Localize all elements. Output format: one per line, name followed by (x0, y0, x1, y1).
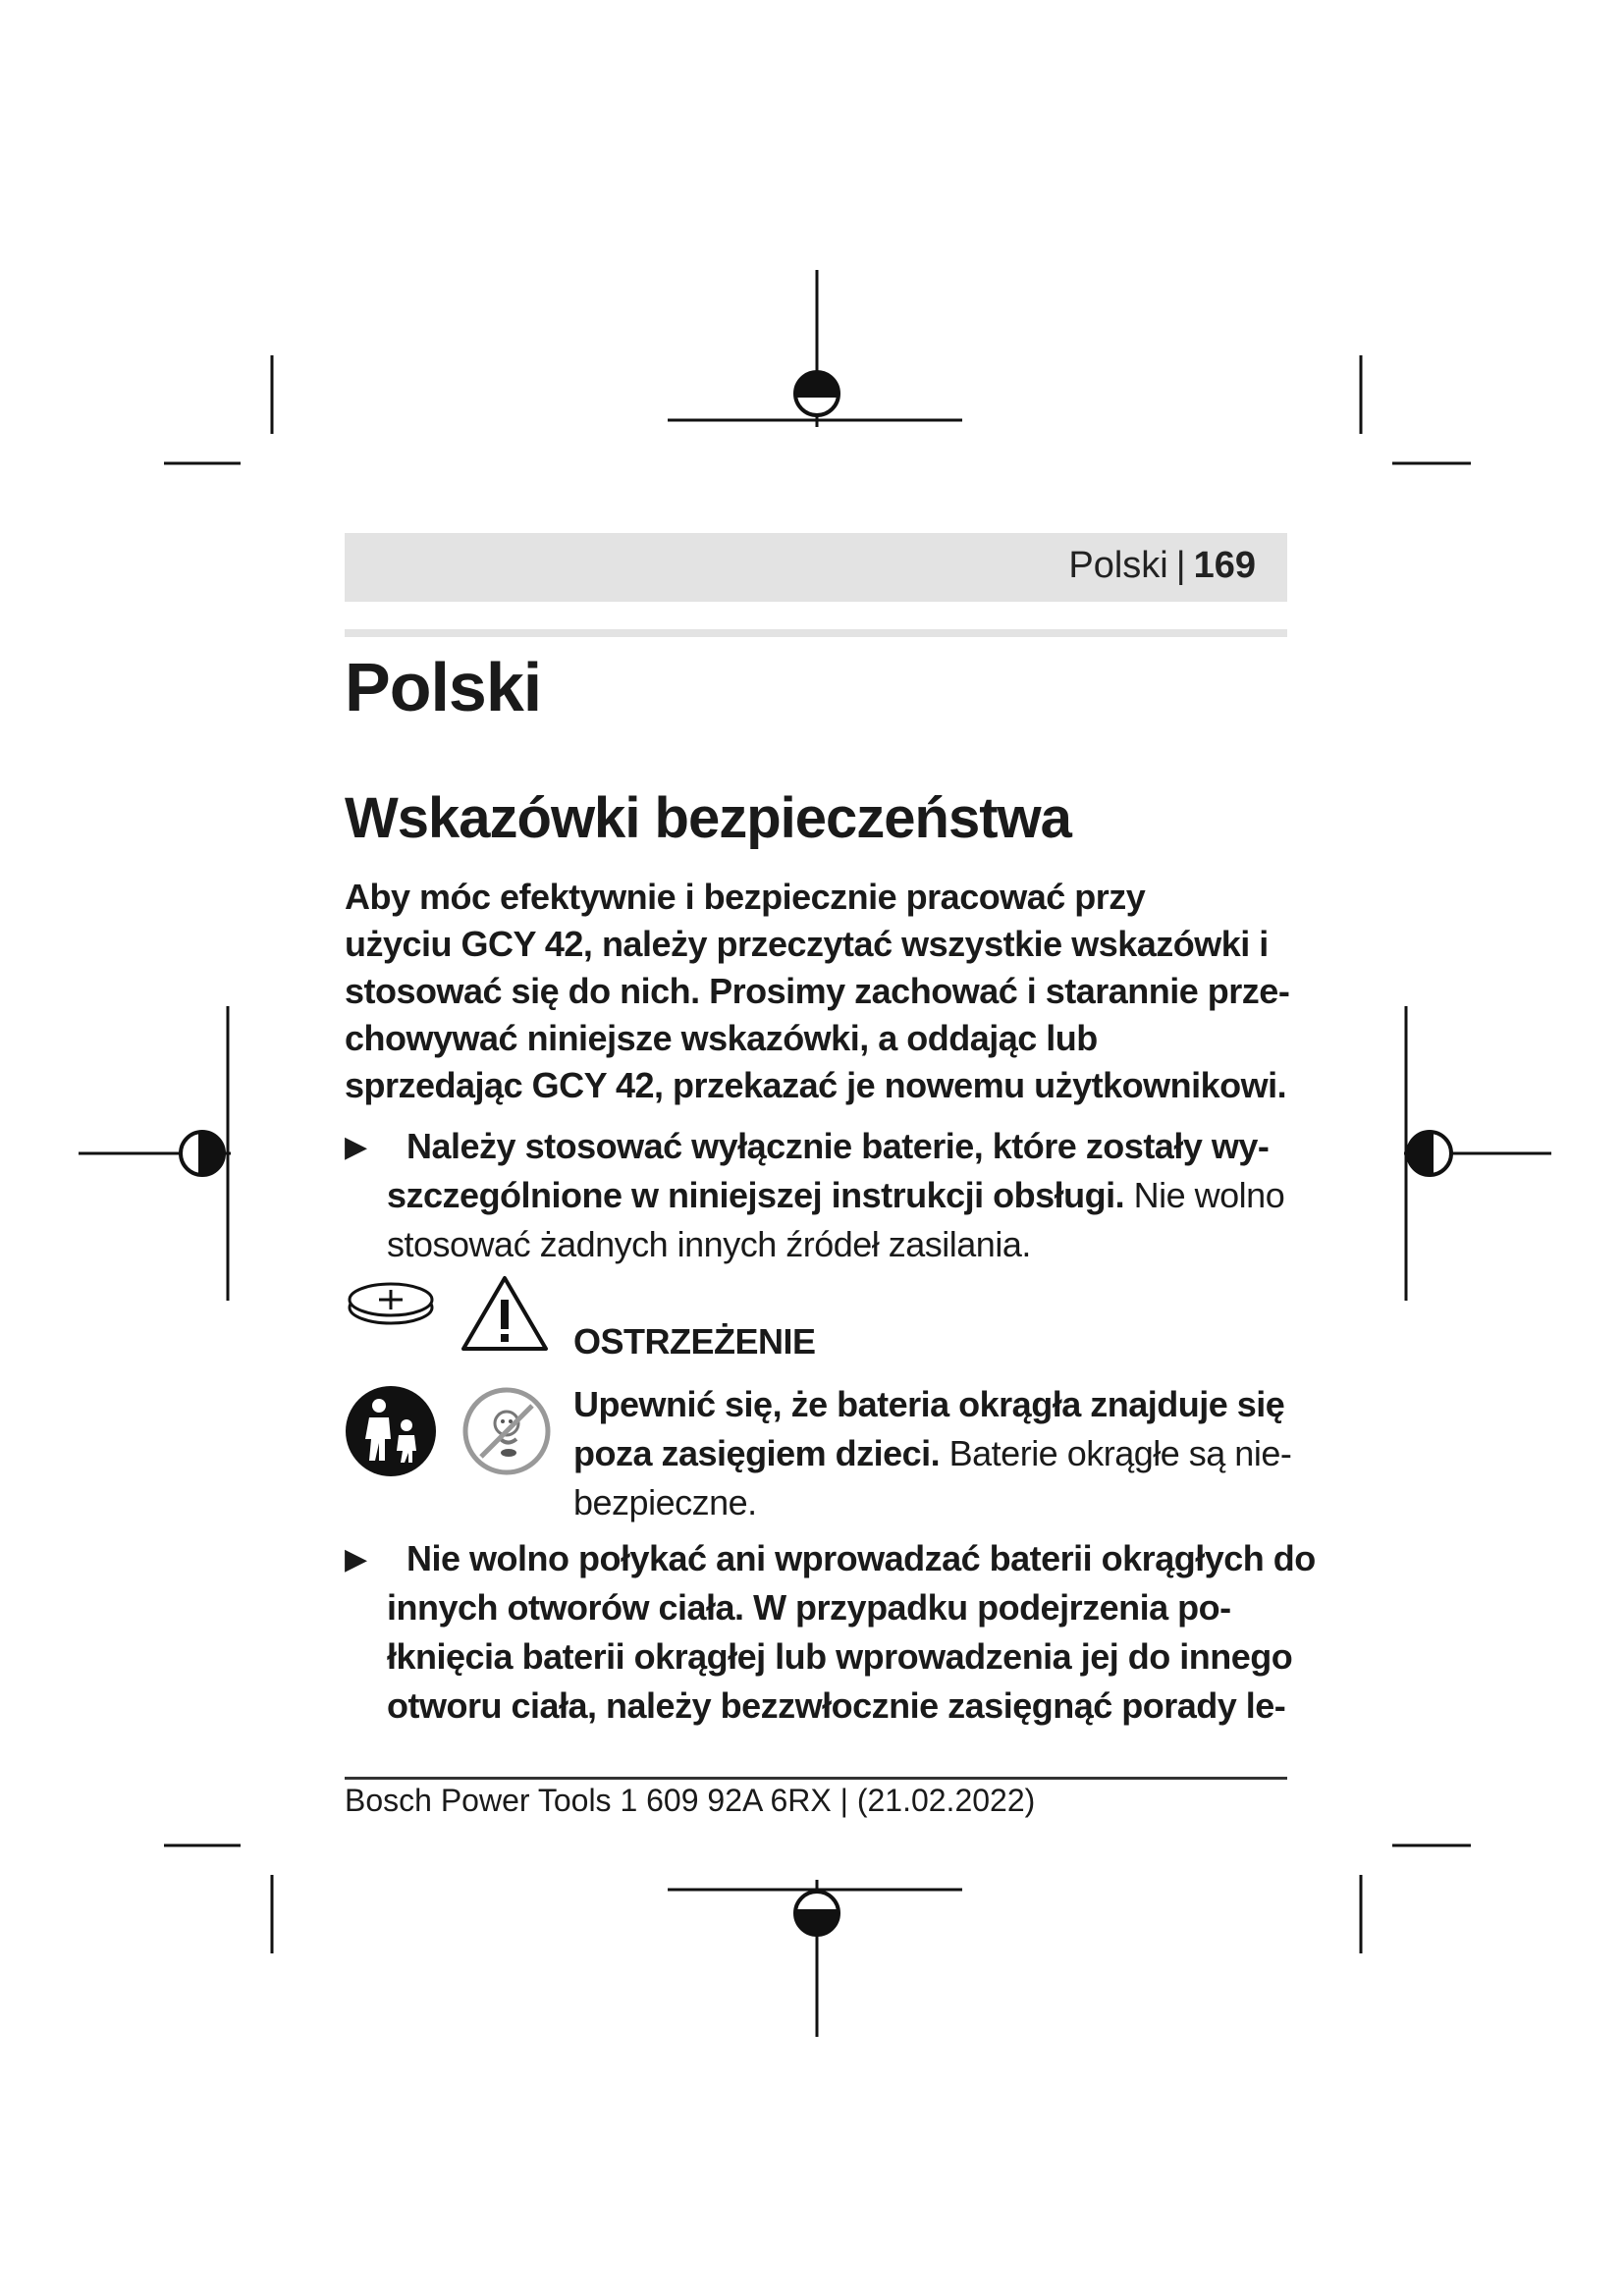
warning-line (573, 1429, 1300, 1478)
warning-bold-text: poza zasięgiem dzieci. (573, 1433, 941, 1473)
page-title: Polski (345, 649, 542, 725)
registration-target-right (1408, 1132, 1451, 1175)
warning-normal-text: bezpieczne. (573, 1482, 757, 1522)
bullet-item-swallowing (387, 1534, 1316, 1731)
warning-label: OSTRZEŻENIE (573, 1321, 816, 1362)
no-swallow-icon (460, 1384, 554, 1478)
intro-paragraph (345, 874, 1307, 1109)
keep-away-from-children-icon (344, 1384, 438, 1478)
warning-line (573, 1380, 1300, 1429)
registration-target-left (181, 1132, 224, 1175)
bullet-marker: ▶ (345, 1131, 368, 1163)
intro-line: Aby móc efektywnie i bezpiecznie pracować przy (345, 877, 1146, 917)
bullet-bold-text: szczególnione w niniejszej instrukcji obsługi. (387, 1175, 1125, 1215)
bullet-line: łknięcia baterii okrągłej lub wprowadzenia jej do innego (387, 1636, 1293, 1677)
header-text (1068, 545, 1256, 587)
coin-battery-icon (346, 1276, 436, 1327)
page-number: 169 (1193, 545, 1256, 586)
bullet-line: Nie wolno połykać ani wprowadzać baterii okrągłych do (406, 1538, 1316, 1578)
warning-bold-text: Upewnić się, że bateria okrągła znajduje się (573, 1384, 1285, 1424)
registration-target-bottom (795, 1892, 839, 1935)
bullet-line (406, 1122, 1310, 1171)
warning-text (573, 1380, 1300, 1527)
bullet-line (387, 1171, 1310, 1220)
running-header (345, 533, 1287, 602)
intro-line: chowywać niniejsze wskazówki, a oddając lub (345, 1018, 1098, 1058)
bullet-marker: ▶ (345, 1543, 368, 1575)
bullet-bold-text: Należy stosować wyłącznie baterie, które zostały wy- (406, 1126, 1270, 1166)
header-rule (345, 629, 1287, 637)
intro-line: stosować się do nich. Prosimy zachować i starannie prze- (345, 971, 1290, 1011)
warning-triangle-icon (460, 1272, 550, 1355)
header-section: Polski (1068, 545, 1168, 586)
footer-text: Bosch Power Tools 1 609 92A 6RX | (21.02.2022) (345, 1783, 1036, 1818)
header-separator: | (1175, 545, 1186, 586)
warning-line (573, 1478, 1300, 1527)
bullet-normal-text: stosować żadnych innych źródeł zasilania. (387, 1224, 1031, 1264)
warning-normal-text: Baterie okrągłe są nie- (940, 1433, 1292, 1473)
intro-line: użyciu GCY 42, należy przeczytać wszystkie wskazówki i (345, 924, 1269, 964)
bullet-line: otworu ciała, należy bezzwłocznie zasięgnąć porady le- (387, 1685, 1286, 1726)
section-heading: Wskazówki bezpieczeństwa (345, 786, 1071, 850)
bullet-normal-text: Nie wolno (1124, 1175, 1285, 1215)
registration-target-top (795, 372, 839, 415)
footer-rule (345, 1777, 1287, 1780)
bullet-item-batteries (387, 1122, 1310, 1269)
intro-line: sprzedając GCY 42, przekazać je nowemu użytkownikowi. (345, 1065, 1287, 1105)
bullet-line (387, 1220, 1310, 1269)
bullet-line: innych otworów ciała. W przypadku podejrzenia po- (387, 1587, 1231, 1628)
